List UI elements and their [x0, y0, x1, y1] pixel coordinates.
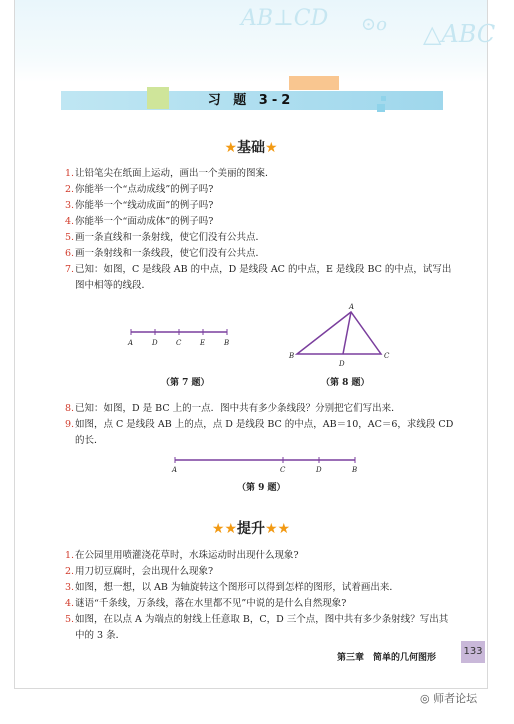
list-item: 3. 你能举一个“线动成面”的例子吗? — [65, 200, 214, 211]
list-item: 5. 如图，在以点 A 为端点的射线上任意取 B，C，D 三个点，图中共有多少条射线？写出其中的 3 条． — [65, 614, 449, 641]
decoration-circle: ⊙o — [361, 14, 387, 35]
list-item: 2. 用刀切豆腐时，会出现什么现象? — [65, 566, 214, 577]
textbook-page — [14, 0, 496, 689]
list-item: 6. 画一条射线和一条线段，使它们没有公共点． — [65, 248, 266, 259]
star-icon: ★★ — [265, 521, 291, 537]
chapter-footer: 第三章 简单的几何图形 — [337, 653, 437, 663]
star-icon: ★★ — [211, 521, 237, 537]
label-d: D — [152, 339, 158, 347]
triangle-abc — [297, 312, 381, 354]
figure-7-caption: （第 7 题） — [161, 378, 210, 388]
label-b: B — [352, 466, 358, 474]
label-a: A — [128, 339, 134, 347]
list-item: 8. 已知：如图，D 是 BC 上的一点．图中共有多少条线段？分别把它们写出来． — [65, 403, 401, 414]
figure-9-segment — [169, 450, 369, 478]
star-icon: ★ — [265, 140, 278, 156]
segment-ad — [343, 312, 351, 354]
basics-heading: ★基础★ — [224, 140, 278, 156]
list-item: 2. 你能举一个“点动成线”的例子吗? — [65, 184, 214, 195]
decoration-triangle: △ABC — [423, 20, 496, 48]
label-a: A — [349, 303, 355, 311]
label-b: B — [289, 352, 295, 360]
list-item: 1. 在公园里用喷灌浇花草时，水珠运动时出现什么现象? — [65, 550, 299, 561]
exercise-title: 习 题 3-2 — [207, 93, 295, 108]
list-item: 7. 已知：如图，C 是线段 AB 的中点，D 是线段 AC 的中点，E 是线段 BC 的中点，试写出图中相等的线段． — [65, 264, 452, 291]
label-a: A — [172, 466, 178, 474]
list-item: 4. 你能举一个“面动成体”的例子吗? — [65, 216, 214, 227]
label-c: C — [384, 352, 390, 360]
figure-7-segment — [123, 322, 233, 352]
label-d: D — [316, 466, 322, 474]
watermark: ◎ 师者论坛 — [420, 692, 478, 705]
advanced-heading: ★★提升★★ — [211, 521, 291, 537]
label-e: E — [200, 339, 206, 347]
label-b: B — [224, 339, 230, 347]
list-item: 1. 让铅笔尖在纸面上运动，画出一个美丽的图案． — [65, 168, 275, 179]
wechat-icon: ◎ — [420, 692, 430, 705]
figure-9-caption: （第 9 题） — [237, 483, 286, 493]
title-decor-square — [289, 76, 339, 90]
label-c: C — [280, 466, 286, 474]
label-c: C — [176, 339, 182, 347]
star-icon: ★ — [224, 140, 237, 156]
page-number: 133 — [461, 641, 485, 663]
list-item: 5. 画一条直线和一条射线，使它们没有公共点． — [65, 232, 266, 243]
decoration-perpendicular: AB⊥CD — [241, 6, 329, 31]
advanced-list — [65, 548, 455, 644]
list-item: 9. 如图，点 C 是线段 AB 上的点，点 D 是线段 BC 的中点，AB＝10，AC＝6，求线段 CD 的长． — [65, 419, 454, 446]
figure-8-caption: （第 8 题） — [321, 378, 370, 388]
list-item: 3. 如图，想一想，以 AB 为轴旋转这个图形可以得到怎样的图形，试着画出来． — [65, 582, 399, 593]
figure-8-triangle — [287, 300, 397, 370]
label-d: D — [339, 360, 345, 368]
basics-list — [65, 166, 455, 294]
basics-list-continued — [65, 401, 455, 449]
list-item: 4. 谜语“千条线，万条线，落在水里都不见”中说的是什么自然现象? — [65, 598, 347, 609]
